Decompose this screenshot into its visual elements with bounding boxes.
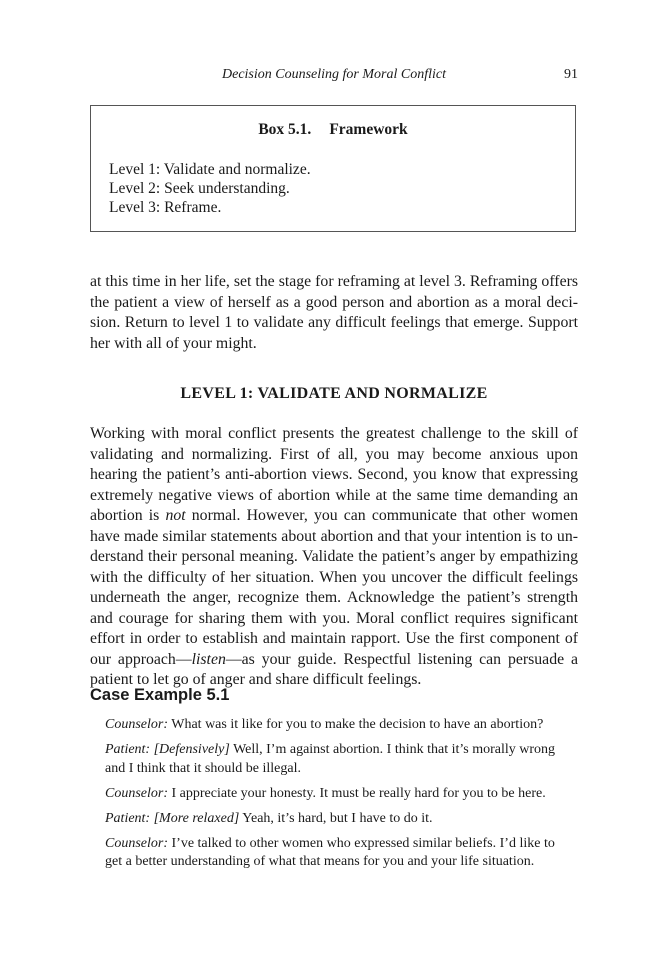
section-heading: LEVEL 1: VALIDATE AND NORMALIZE: [180, 385, 488, 402]
paragraph-2-part-3: —as your guide. Respectful listening can persuade a patient to let go of anger and share difficult feelings.: [90, 650, 578, 688]
dialogue-text: Yeah, it’s hard, but I have to do it.: [242, 810, 433, 826]
emphasis-not: not: [165, 507, 186, 524]
speaker-label: Counselor:: [105, 785, 168, 801]
emphasis-listen: listen: [191, 650, 226, 668]
case-example-heading: Case Example 5.1: [90, 686, 230, 704]
box-title: [91, 121, 575, 139]
page-number: 91: [564, 67, 578, 82]
paragraph-2-part-1: Working with moral conflict presents the greatest challenge to the skill of validating and normalizing. First of all, you may become anxious upon hearing the patient’s anti-abortion views. Second, you know that expressing extremely negative views of abortion while at the same time demanding an abortion is: [90, 425, 578, 524]
box-title-text: Framework: [329, 121, 408, 138]
dialogue-text: Well, I’m against abortion. I think that it’s morally wrong and I think that it should be illegal.: [105, 742, 556, 776]
box-item-level-2: Level 2: Seek understanding.: [109, 180, 290, 197]
framework-box: [90, 105, 576, 232]
box-list: [109, 160, 311, 217]
dialogue-turn: [105, 716, 565, 735]
box-item-level-1: Level 1: Validate and normalize.: [109, 161, 311, 178]
dialogue-turn: [105, 785, 565, 804]
speaker-label: Counselor:: [105, 717, 168, 732]
dialogue-turn: [105, 810, 565, 829]
stage-direction: [More relaxed]: [153, 810, 240, 826]
body-paragraph-1: at this time in her life, set the stage for reframing at level 3. Reframing offers the patient a view of herself as a good person and abortion as a moral decision. Return to level 1 to validate any difficult feelings that emerge. Support her with all of your might.: [90, 273, 578, 352]
box-label: Box 5.1.: [258, 121, 312, 138]
dialogue-text: I appreciate your honesty. It must be really hard for you to be here.: [171, 785, 546, 801]
box-item-level-3: Level 3: Reframe.: [109, 199, 222, 216]
stage-direction: [Defensively]: [153, 742, 230, 757]
dialogue-turn: [105, 835, 565, 872]
speaker-label: Patient:: [105, 742, 151, 757]
dialogue-turn: [105, 741, 565, 778]
speaker-label: Patient:: [105, 810, 151, 826]
dialogue-text: What was it like for you to make the decision to have an abortion?: [171, 717, 544, 732]
running-head: [90, 67, 578, 87]
body-paragraph-2: [90, 424, 578, 691]
case-dialogue: [105, 716, 565, 878]
dialogue-text: I’ve talked to other women who expressed similar beliefs. I’d like to get a better understanding of what that means for you and your life situation.: [105, 835, 555, 869]
speaker-label: Counselor:: [105, 835, 168, 851]
running-title: Decision Counseling for Moral Conflict: [222, 67, 446, 82]
paragraph-2-part-2: normal. However, you can communicate that other women have made similar statements about abortion and that your intention is to understand their personal meaning. Validate the patient’s anger by empathizing with the difficulty of her situation. When you uncover the difficult feelings underneath the anger, recognize them. Acknowledge the patient’s strength and courage for sharing them with you. Moral conflict requires significant effort in order to establish and maintain rapport. Use the first component of our approach—: [90, 507, 578, 668]
